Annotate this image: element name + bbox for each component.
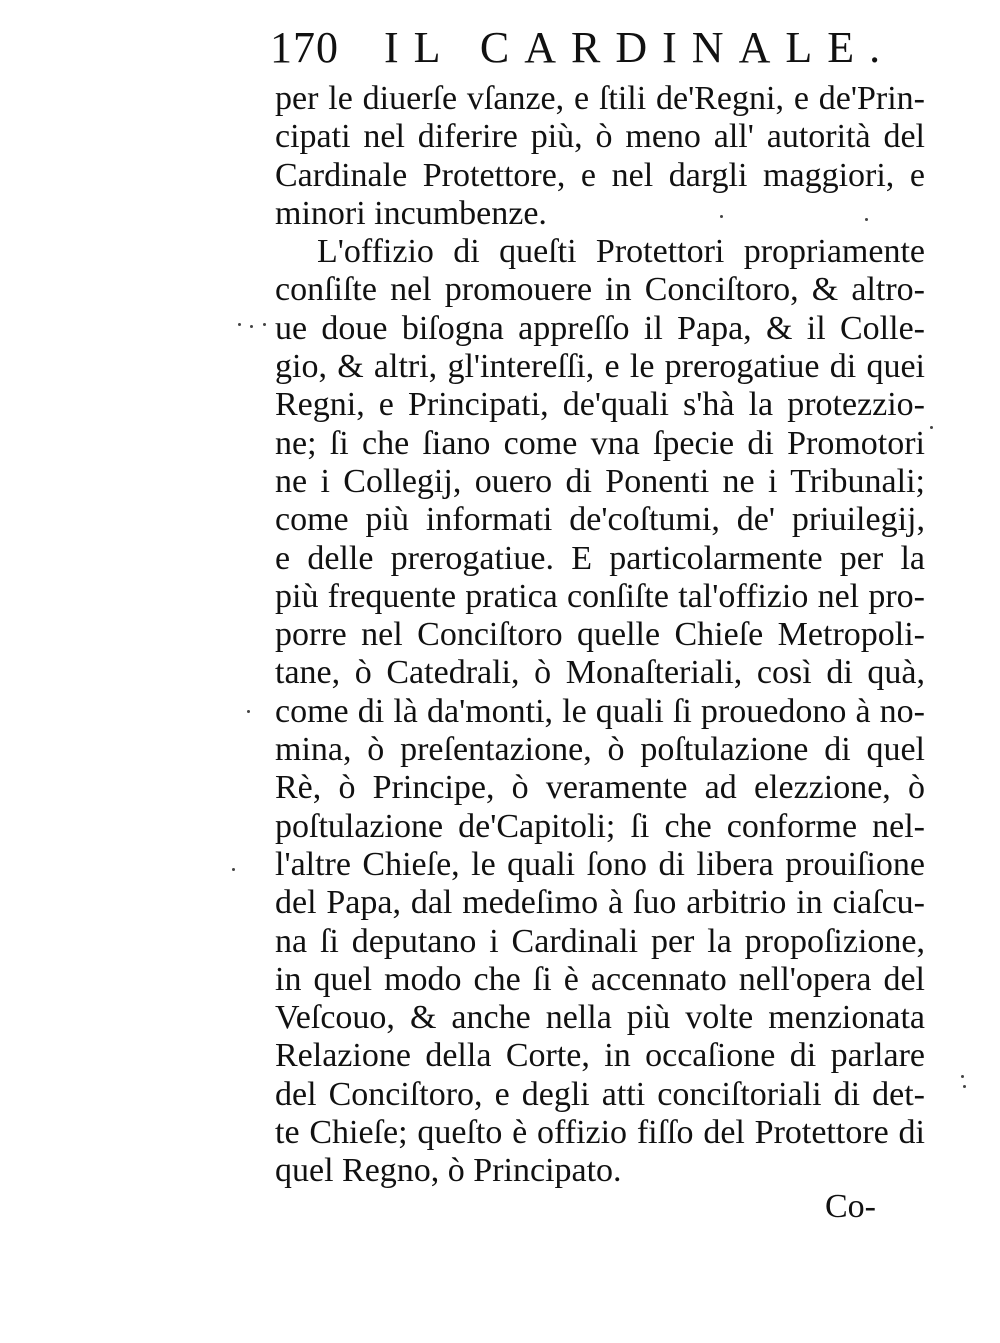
text-line: e delle prerogatiue. E particolarmente per la xyxy=(275,539,925,577)
paragraph-first-line: L'offizio di queſti Protettori propriamente xyxy=(317,233,925,271)
catchword: Co- xyxy=(825,1188,876,1225)
print-speck xyxy=(720,215,723,218)
print-speck xyxy=(250,325,253,328)
paragraph-last-line: quel Regno, ò Principato. xyxy=(275,1152,622,1190)
print-speck xyxy=(263,323,266,326)
text-line: tane, ò Catedrali, ò Monaſteriali, così di quà, xyxy=(275,654,925,692)
text-line: Cardinale Protettore, e nel dargli maggiori, e xyxy=(275,156,925,194)
text-line: come più informati de'coſtumi, de' priuilegij, xyxy=(275,501,925,539)
print-speck xyxy=(238,323,241,326)
text-line: mina, ò preſentazione, ò poſtulazione di quel xyxy=(275,731,925,769)
text-line: del Conciſtoro, e degli atti conciſtoriali di det- xyxy=(275,1075,925,1113)
running-title: IL CARDINALE. xyxy=(384,23,896,72)
text-line: l'altre Chieſe, le quali ſono di libera prouiſione xyxy=(275,845,925,883)
print-speck xyxy=(930,426,933,429)
text-line: Regni, e Principati, de'quali s'hà la protezzio- xyxy=(275,386,925,424)
text-line: cipati nel diferire più, ò meno all' autorità del xyxy=(275,118,925,156)
page-number: 170 xyxy=(270,23,339,72)
text-line: poſtulazione de'Capitoli; ſi che conforme nel- xyxy=(275,807,925,845)
text-line: Veſcouo, & anche nella più volte menzionata xyxy=(275,999,925,1037)
text-line: conſiſte nel promouere in Conciſtoro, & altro- xyxy=(275,271,925,309)
page-header xyxy=(270,18,896,78)
body-text xyxy=(275,80,925,1191)
print-speck xyxy=(232,868,235,871)
text-line: per le diuerſe vſanze, e ſtili de'Regni, e de'Prin- xyxy=(275,80,925,117)
text-line: porre nel Conciſtoro quelle Chieſe Metropoli- xyxy=(275,616,925,654)
print-speck xyxy=(865,218,868,221)
text-line: più frequente pratica conſiſte tal'offizio nel pro- xyxy=(275,577,925,615)
text-line: come di là da'monti, le quali ſi prouedono à no- xyxy=(275,692,925,730)
text-line: del Papa, dal medeſimo à ſuo arbitrio in ciaſcu- xyxy=(275,884,925,922)
text-line: Relazione della Corte, in occaſione di parlare xyxy=(275,1037,925,1075)
text-line: ne i Collegij, ouero di Ponenti ne i Tribunali; xyxy=(275,462,925,500)
text-line: Rè, ò Principe, ò veramente ad elezzione, ò xyxy=(275,769,925,807)
text-line: in quel modo che ſi è accennato nell'opera del xyxy=(275,960,925,998)
text-line: na ſi deputano i Cardinali per la propoſizione, xyxy=(275,922,925,960)
print-speck xyxy=(247,710,250,713)
print-speck xyxy=(963,1085,966,1088)
text-line: gio, & altri, gl'intereſſi, e le prerogatiue di quei xyxy=(275,348,925,386)
text-line: te Chieſe; queſto è offizio fiſſo del Protettore di xyxy=(275,1114,925,1152)
text-line: ue doue biſogna appreſſo il Papa, & il Colle- xyxy=(275,309,925,347)
text-line: minori incumbenze. xyxy=(275,194,547,232)
text-line: ne; ſi che ſiano come vna ſpecie di Promotori xyxy=(275,424,925,462)
print-speck xyxy=(961,1075,964,1078)
